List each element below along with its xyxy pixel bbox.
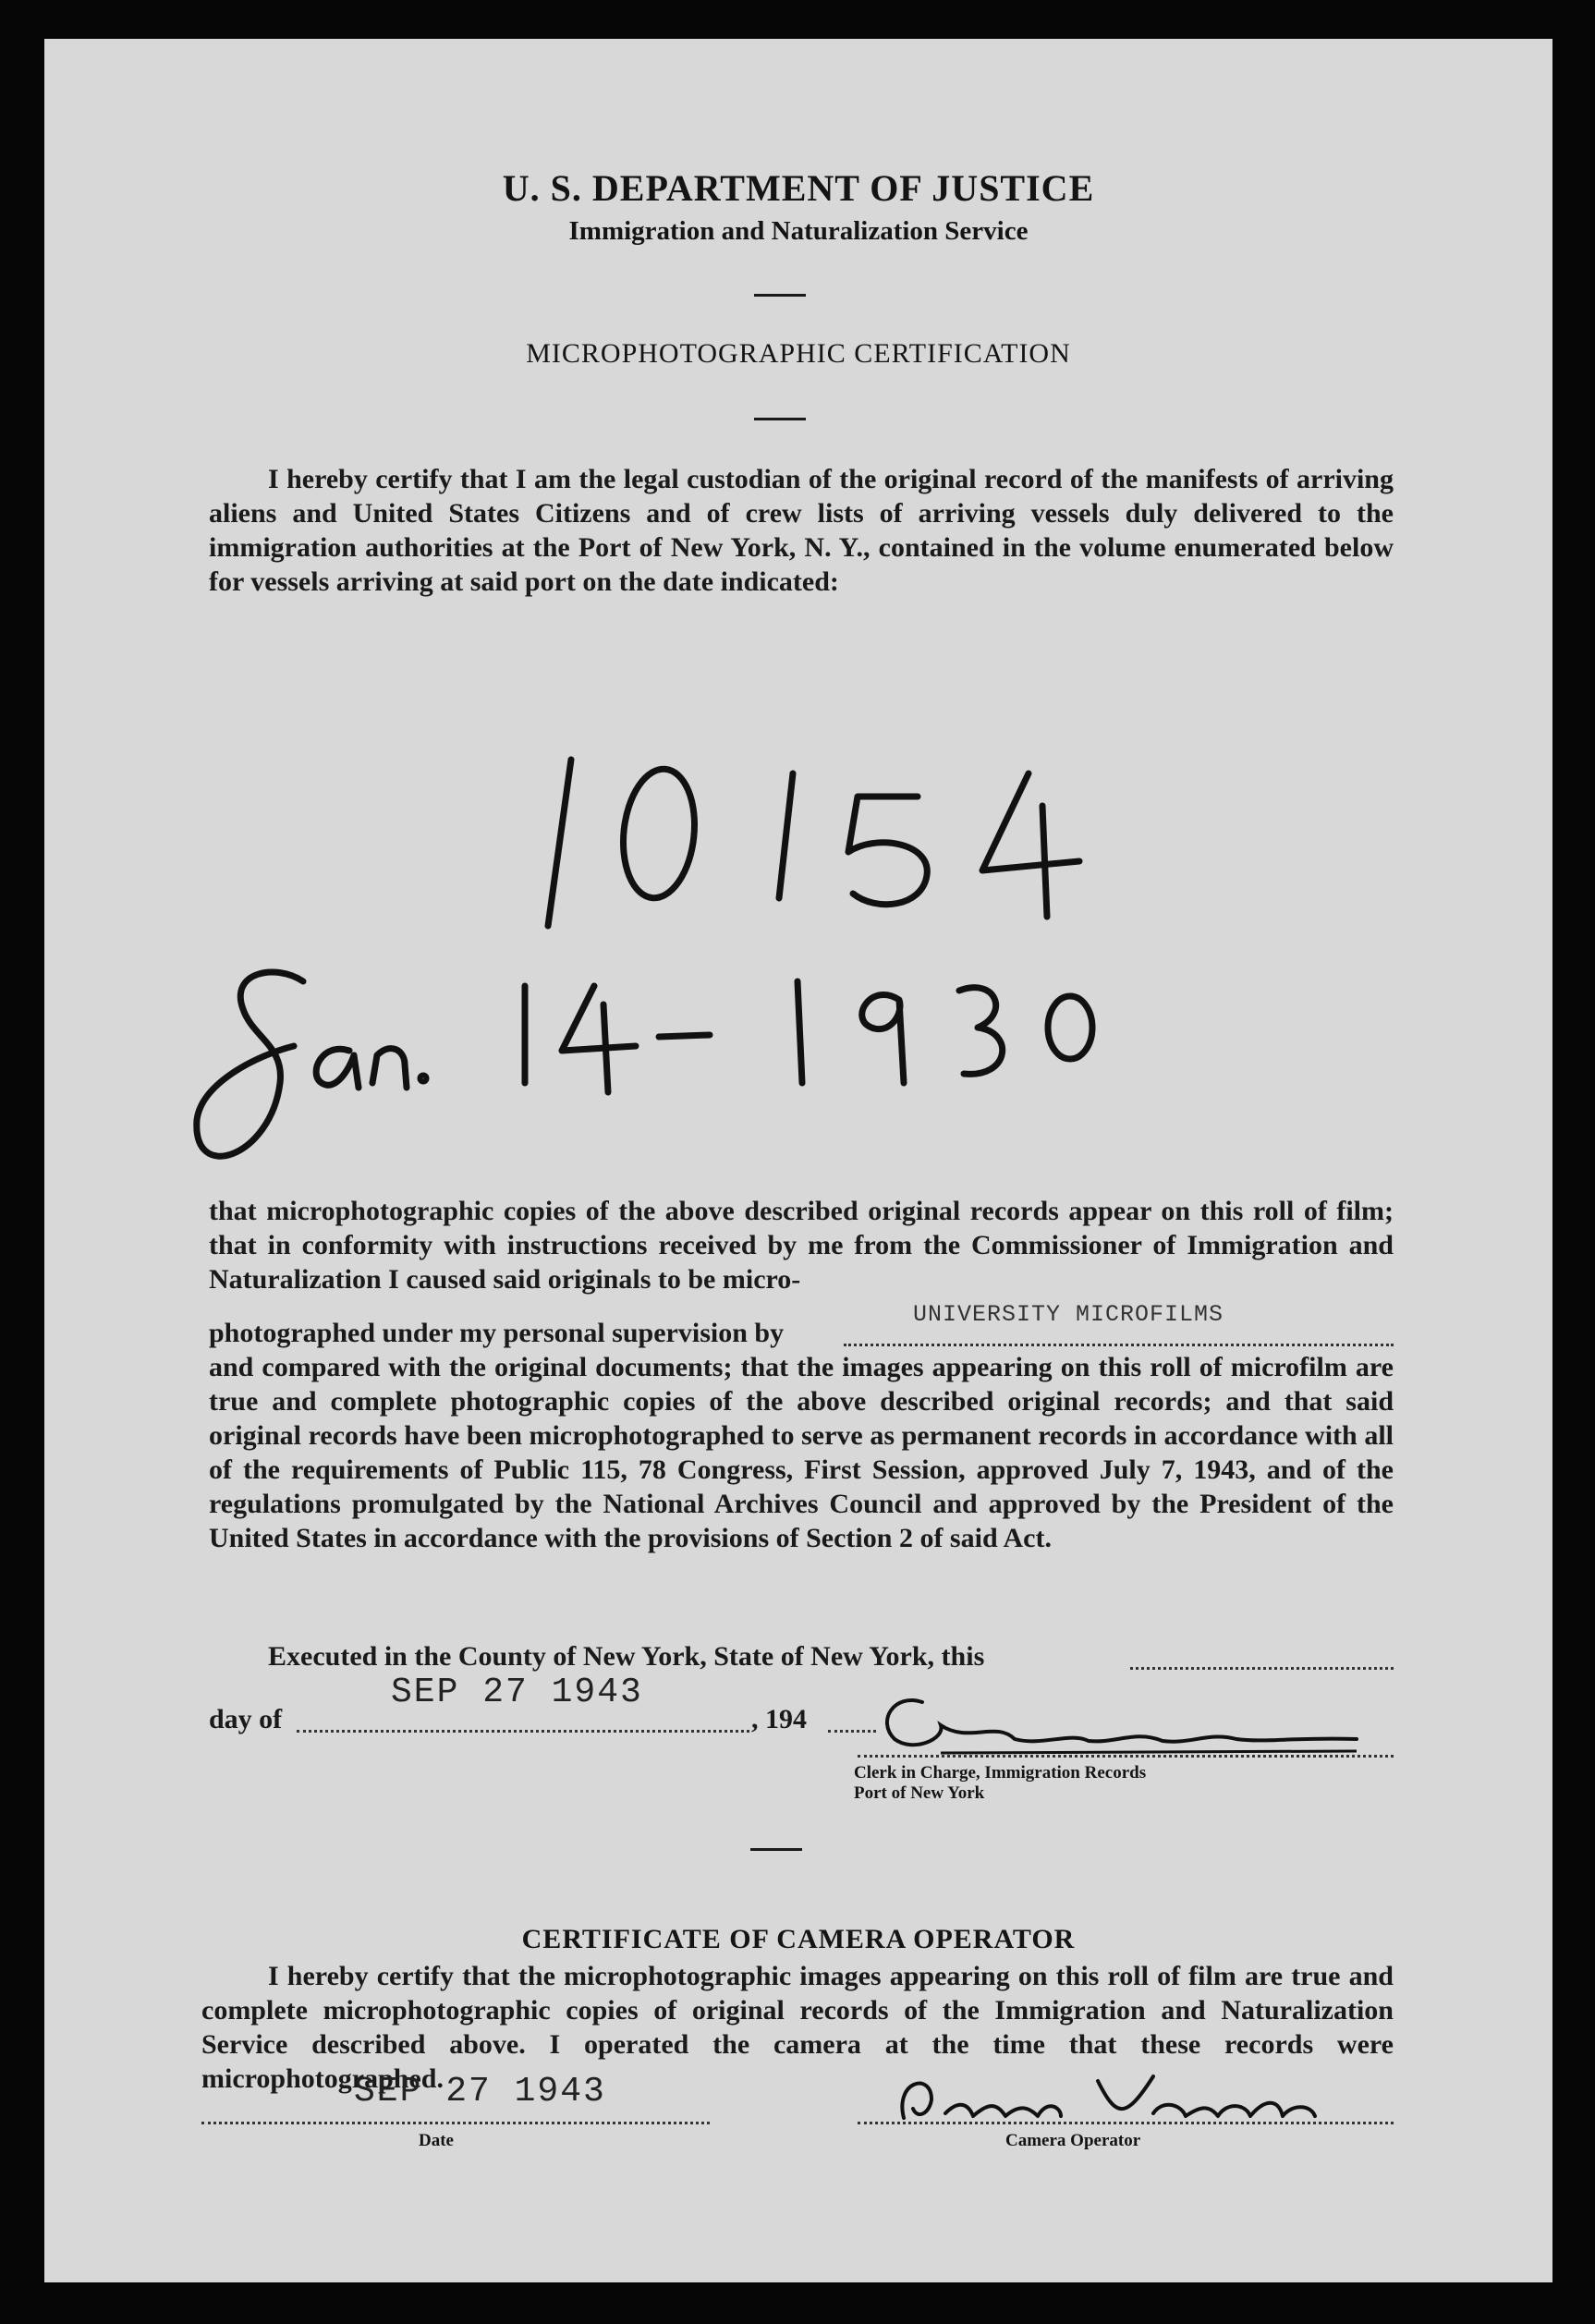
handwritten-entry xyxy=(44,686,1552,1203)
hand-digit xyxy=(617,765,700,901)
intro-paragraph: I hereby certify that I am the legal custodian of the original record of the manifests of arriving aliens and United States Citizens and of crew lists of arriving vessels duly delivered to the immigration authorities at the Port of New York, N. Y., contained in the volume enumerated below for vessels arriving at said port on the date indicated: xyxy=(209,464,1394,597)
hand-digit xyxy=(848,797,927,905)
hand-digit xyxy=(779,773,793,898)
day-of-blank xyxy=(297,1730,749,1733)
clerk-signature-line xyxy=(858,1755,1394,1758)
executed-text: Executed in the County of New York, State of New York, this xyxy=(268,1641,985,1672)
department-title: U. S. DEPARTMENT OF JUSTICE xyxy=(502,167,1095,209)
hand-digit xyxy=(798,981,802,1083)
hand-period xyxy=(420,1076,426,1081)
clerk-title-line2: Port of New York xyxy=(854,1783,985,1803)
clerk-title-line1: Clerk in Charge, Immigration Records xyxy=(854,1763,1147,1783)
hand-letter xyxy=(197,972,303,1156)
hand-digit xyxy=(959,988,1003,1075)
date-line xyxy=(201,2122,710,2124)
operator-signature xyxy=(858,2062,1375,2136)
operator-stamped-date: SEP 27 1943 xyxy=(354,2072,606,2111)
hand-digit xyxy=(982,773,1079,917)
service-subtitle: Immigration and Naturalization Service xyxy=(568,216,1029,246)
executed-day-blank xyxy=(1130,1667,1394,1670)
year-prefix: , 194 xyxy=(751,1704,807,1734)
divider xyxy=(754,294,806,297)
divider xyxy=(750,1848,802,1851)
hand-digit xyxy=(862,994,904,1083)
date-label: Date xyxy=(419,2131,454,2150)
body-paragraph-part1: that microphotographic copies of the above described original records appear on this roll of film; that in conformity with instructions received by me from the Commissioner of Immigration and Naturalization I caused said originals to be micro- xyxy=(209,1196,1394,1295)
hand-digit xyxy=(562,986,636,1092)
divider xyxy=(754,418,806,420)
clerk-title xyxy=(854,1763,1146,1804)
execution-stamped-date: SEP 27 1943 xyxy=(391,1673,643,1712)
hand-digit xyxy=(548,760,571,926)
hand-digit xyxy=(1048,996,1092,1059)
body-paragraph-part2: and compared with the original documents; that the images appearing on this roll of microfilm are true and complete photographic copies of the above described original records; and that said original records have been microphotographed to serve as permanent records in accordance with all of the requirements of Public 115, 78 Congress, First Session, approved July 7, 1943, and of the regulations promulgated by the National Archives Council and approved by the President of the United States in accordance with the provisions of Section 2 of said Act. xyxy=(209,1352,1394,1553)
hand-letter xyxy=(316,1049,359,1088)
certification-heading: MICROPHOTOGRAPHIC CERTIFICATION xyxy=(526,338,1071,369)
supervision-prefix: photographed under my personal supervision by xyxy=(209,1318,785,1348)
camera-operator-label: Camera Operator xyxy=(1005,2131,1141,2150)
supervisor-blank-line xyxy=(844,1344,1394,1346)
typed-supervisor-name: UNIVERSITY MICROFILMS xyxy=(913,1301,1224,1328)
hand-dash xyxy=(659,1035,710,1037)
camera-operator-paragraph: I hereby certify that the microphotographic images appearing on this roll of film are true and complete microphotographic copies of original records of the Immigration and Naturalization Service described above. I operated the camera at the time that these records were microphotographed. xyxy=(201,1961,1394,2094)
operator-signature-line xyxy=(858,2122,1394,2124)
day-of-label: day of xyxy=(209,1704,283,1734)
document-page xyxy=(44,39,1552,2282)
camera-operator-heading: CERTIFICATE OF CAMERA OPERATOR xyxy=(521,1924,1076,1954)
hand-letter xyxy=(372,1049,407,1088)
